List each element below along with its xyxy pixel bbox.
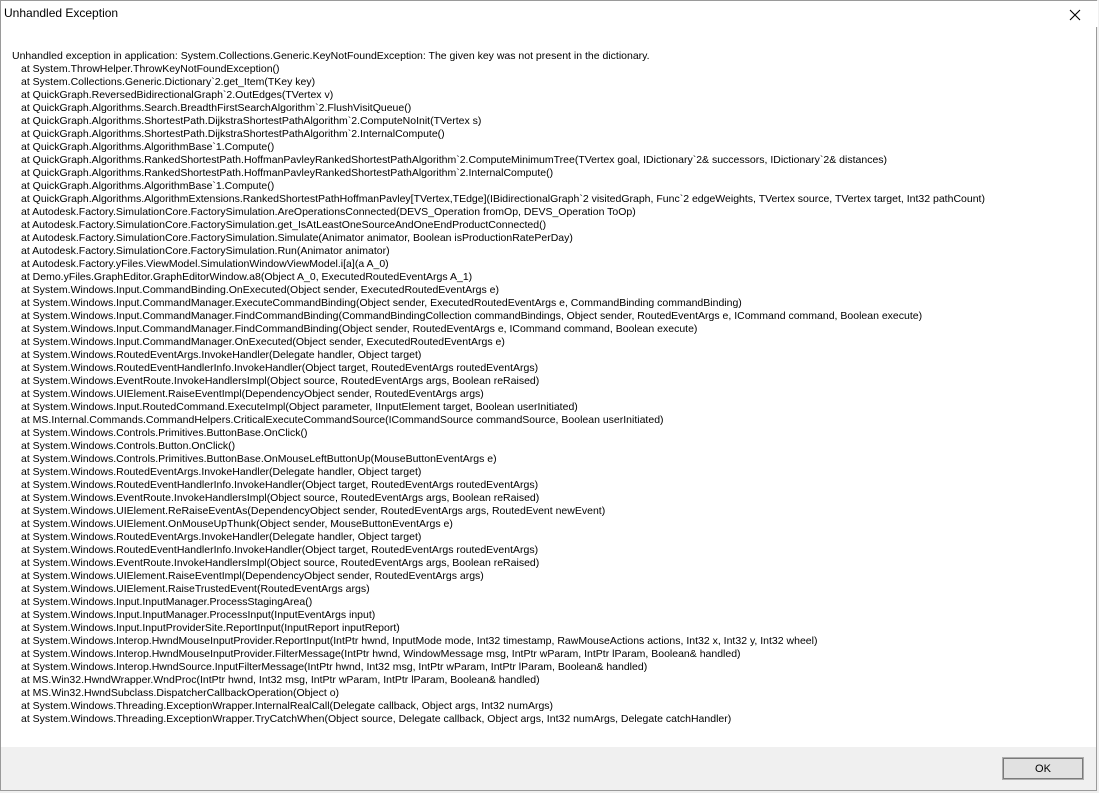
stack-frame: at System.Windows.RoutedEventHandlerInfo.InvokeHandler(Object target, RoutedEventArgs routedEventArgs) — [21, 544, 539, 556]
stack-frame: at QuickGraph.Algorithms.RankedShortestPath.HoffmanPavleyRankedShortestPathAlgorithm`2.InternalCompute() — [21, 167, 554, 179]
stack-frame: at System.Windows.Input.CommandBinding.OnExecuted(Object sender, ExecutedRoutedEventArgs e) — [21, 284, 499, 296]
ok-button[interactable]: OK — [1002, 757, 1084, 780]
stack-frame: at Autodesk.Factory.SimulationCore.FactorySimulation.Simulate(Animator animator, Boolean isProductionRatePerDay) — [21, 232, 573, 244]
stack-frame: at QuickGraph.Algorithms.RankedShortestPath.HoffmanPavleyRankedShortestPathAlgorithm`2.ComputeMinimumTree(TVertex goal, IDictionary`2& successors, IDictionary`2& distances) — [21, 154, 888, 166]
stack-frame: at MS.Win32.HwndWrapper.WndProc(IntPtr hwnd, Int32 msg, IntPtr wParam, IntPtr lParam, Boolean& handled) — [21, 674, 540, 686]
stack-frame: at System.Windows.RoutedEventHandlerInfo.InvokeHandler(Object target, RoutedEventArgs routedEventArgs) — [21, 479, 539, 491]
window-title: Unhandled Exception — [4, 6, 119, 20]
stack-frame: at Autodesk.Factory.SimulationCore.FactorySimulation.get_IsAtLeastOneSourceAndOneEndProductConnected() — [21, 219, 547, 231]
stack-frame: at System.Windows.EventRoute.InvokeHandlersImpl(Object source, RoutedEventArgs args, Boolean reRaised) — [21, 375, 540, 387]
stack-frame: at MS.Internal.Commands.CommandHelpers.CriticalExecuteCommandSource(ICommandSource commandSource, Boolean userInitiated) — [21, 414, 664, 426]
stack-frame: at System.Windows.Input.CommandManager.FindCommandBinding(Object sender, RoutedEventArgs e, ICommand command, Boolean execute) — [21, 323, 698, 335]
stack-frame: at QuickGraph.Algorithms.Search.BreadthFirstSearchAlgorithm`2.FlushVisitQueue() — [21, 102, 412, 114]
stack-frame: at System.Windows.Input.CommandManager.OnExecuted(Object sender, ExecutedRoutedEventArgs e) — [21, 336, 505, 348]
stack-frame: at System.Windows.EventRoute.InvokeHandlersImpl(Object source, RoutedEventArgs args, Boolean reRaised) — [21, 492, 540, 504]
stack-frame: at MS.Win32.HwndSubclass.DispatcherCallbackOperation(Object o) — [21, 687, 340, 699]
stack-frame: at System.Windows.UIElement.RaiseTrustedEvent(RoutedEventArgs args) — [21, 583, 370, 595]
stack-frame: at System.Windows.Interop.HwndSource.InputFilterMessage(IntPtr hwnd, Int32 msg, IntPtr wParam, IntPtr lParam, Boolean& handled) — [21, 661, 648, 673]
stack-frame: at System.Collections.Generic.Dictionary`2.get_Item(TKey key) — [21, 76, 316, 88]
stack-frame: at System.Windows.Threading.ExceptionWrapper.InternalRealCall(Delegate callback, Object args, Int32 numArgs) — [21, 700, 554, 712]
exception-message: Unhandled exception in application: System.Collections.Generic.KeyNotFoundException: The given key was not present in the dictionary. — [12, 50, 650, 62]
stack-frame: at System.Windows.UIElement.RaiseEventImpl(DependencyObject sender, RoutedEventArgs args) — [21, 570, 484, 582]
stack-frame: at Autodesk.Factory.yFiles.ViewModel.SimulationWindowViewModel.i[a](a A_0) — [21, 258, 389, 270]
stack-frame: at System.Windows.Input.CommandManager.FindCommandBinding(CommandBindingCollection commandBindings, Object sender, RoutedEventArgs e, ICommand command, Boolean execute) — [21, 310, 923, 322]
stack-frame: at System.Windows.Controls.Primitives.ButtonBase.OnMouseLeftButtonUp(MouseButtonEventArgs e) — [21, 453, 497, 465]
stack-frame: at QuickGraph.ReversedBidirectionalGraph`2.OutEdges(TVertex v) — [21, 89, 334, 101]
close-icon — [1069, 9, 1081, 21]
stack-frame: at System.Windows.UIElement.ReRaiseEventAs(DependencyObject sender, RoutedEventArgs args, RoutedEvent newEvent) — [21, 505, 606, 517]
stack-frame: at System.Windows.Input.InputManager.ProcessInput(InputEventArgs input) — [21, 609, 376, 621]
title-bar[interactable] — [1, 1, 1098, 27]
stack-frame: at System.Windows.UIElement.OnMouseUpThunk(Object sender, MouseButtonEventArgs e) — [21, 518, 453, 530]
stack-frame: at System.Windows.RoutedEventArgs.InvokeHandler(Delegate handler, Object target) — [21, 466, 422, 478]
stack-frame: at System.Windows.Controls.Primitives.ButtonBase.OnClick() — [21, 427, 308, 439]
stack-frame: at System.Windows.EventRoute.InvokeHandlersImpl(Object source, RoutedEventArgs args, Boolean reRaised) — [21, 557, 540, 569]
exception-details — [1, 29, 1096, 747]
stack-frame: at Autodesk.Factory.SimulationCore.FactorySimulation.Run(Animator animator) — [21, 245, 390, 257]
stack-frame: at QuickGraph.Algorithms.ShortestPath.DijkstraShortestPathAlgorithm`2.ComputeNoInit(TVertex s) — [21, 115, 482, 127]
stack-frame: at System.Windows.Interop.HwndMouseInputProvider.FilterMessage(IntPtr hwnd, WindowMessage msg, IntPtr wParam, IntPtr lParam, Boolean& handled) — [21, 648, 741, 660]
stack-frame: at System.Windows.RoutedEventArgs.InvokeHandler(Delegate handler, Object target) — [21, 349, 422, 361]
stack-frame: at System.Windows.UIElement.RaiseEventImpl(DependencyObject sender, RoutedEventArgs args) — [21, 388, 484, 400]
stack-frame: at QuickGraph.Algorithms.AlgorithmBase`1.Compute() — [21, 180, 275, 192]
stack-frame: at System.Windows.Threading.ExceptionWrapper.TryCatchWhen(Object source, Delegate callback, Object args, Int32 numArgs, Delegate catchHandler) — [21, 713, 732, 725]
stack-frame: at QuickGraph.Algorithms.AlgorithmExtensions.RankedShortestPathHoffmanPavley[TVertex,TEdge](IBidirectionalGraph`2 visitedGraph, Func`2 edgeWeights, TVertex source, TVertex target, Int32 pathCount) — [21, 193, 985, 205]
stack-frame: at Demo.yFiles.GraphEditor.GraphEditorWindow.a8(Object A_0, ExecutedRoutedEventArgs A_1) — [21, 271, 473, 283]
stack-frame: at System.Windows.Input.InputManager.ProcessStagingArea() — [21, 596, 313, 608]
stack-frame: at QuickGraph.Algorithms.AlgorithmBase`1.Compute() — [21, 141, 275, 153]
close-button[interactable] — [1052, 1, 1098, 29]
stack-frame: at Autodesk.Factory.SimulationCore.FactorySimulation.AreOperationsConnected(DEVS_Operation fromOp, DEVS_Operation ToOp) — [21, 206, 636, 218]
stack-frame: at QuickGraph.Algorithms.ShortestPath.DijkstraShortestPathAlgorithm`2.InternalCompute() — [21, 128, 445, 140]
stack-frame: at System.Windows.Interop.HwndMouseInputProvider.ReportInput(IntPtr hwnd, InputMode mode, Int32 timestamp, RawMouseActions actions, Int32 x, Int32 y, Int32 wheel) — [21, 635, 818, 647]
stack-frame: at System.Windows.Controls.Button.OnClick() — [21, 440, 236, 452]
stack-frame: at System.Windows.RoutedEventArgs.InvokeHandler(Delegate handler, Object target) — [21, 531, 422, 543]
stack-frame: at System.Windows.Input.RoutedCommand.ExecuteImpl(Object parameter, IInputElement target, Boolean userInitiated) — [21, 401, 578, 413]
stack-frame: at System.Windows.Input.InputProviderSite.ReportInput(InputReport inputReport) — [21, 622, 400, 634]
button-bar — [1, 747, 1096, 790]
stack-frame: at System.ThrowHelper.ThrowKeyNotFoundException() — [21, 63, 280, 75]
stack-trace — [12, 63, 985, 726]
stack-frame: at System.Windows.Input.CommandManager.ExecuteCommandBinding(Object sender, ExecutedRoutedEventArgs e, CommandBinding commandBinding) — [21, 297, 742, 309]
stack-frame: at System.Windows.RoutedEventHandlerInfo.InvokeHandler(Object target, RoutedEventArgs routedEventArgs) — [21, 362, 539, 374]
